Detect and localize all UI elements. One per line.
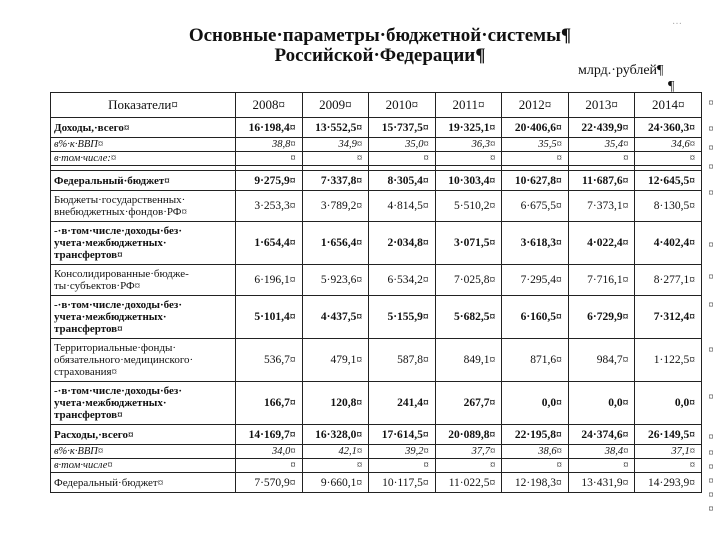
- row-label-cell: Бюджеты·государственных· внебюджетных·фондов·РФ¤: [51, 191, 236, 222]
- value-cell: 6·675,5¤: [502, 191, 569, 222]
- header-label-cell: Показатели¤: [51, 93, 236, 118]
- value-cell: 15·737,5¤: [369, 118, 436, 138]
- value-cell: 5·923,6¤: [302, 265, 369, 296]
- side-mark: ¤: [708, 98, 714, 109]
- row-label-cell: -·в·том·числе·доходы·без· учета·межбюджетных· трансфертов¤: [51, 222, 236, 265]
- value-cell: 20·089,8¤: [435, 425, 502, 445]
- value-cell: 34,0¤: [236, 445, 303, 459]
- value-cell: 10·627,8¤: [502, 171, 569, 191]
- value-cell: 0,0¤: [568, 382, 635, 425]
- row-label-cell: в·том·числе:¤: [51, 152, 236, 166]
- side-mark: ¤: [708, 490, 714, 501]
- value-cell: 4·402,4¤: [635, 222, 702, 265]
- value-cell: 14·293,9¤: [635, 473, 702, 493]
- value-cell: 849,1¤: [435, 339, 502, 382]
- header-year-cell: 2010¤: [369, 93, 436, 118]
- table-row: [51, 425, 702, 445]
- header-year-cell: 2012¤: [502, 93, 569, 118]
- value-cell: 9·275,9¤: [236, 171, 303, 191]
- side-mark: ¤: [708, 162, 714, 173]
- value-cell: 0,0¤: [502, 382, 569, 425]
- side-mark: ¤: [708, 143, 714, 154]
- value-cell: 6·160,5¤: [502, 296, 569, 339]
- value-cell: ¤: [502, 152, 569, 166]
- row-label-cell: в·том·числе¤: [51, 459, 236, 473]
- value-cell: ¤: [435, 459, 502, 473]
- value-cell: 26·149,5¤: [635, 425, 702, 445]
- value-cell: 38,8¤: [236, 138, 303, 152]
- side-mark: ¤: [708, 504, 714, 515]
- value-cell: 7·295,4¤: [502, 265, 569, 296]
- value-cell: 8·277,1¤: [635, 265, 702, 296]
- value-cell: 38,6¤: [502, 445, 569, 459]
- row-label-cell: -·в·том·числе·доходы·без· учета·межбюджетных· трансфертов¤: [51, 296, 236, 339]
- value-cell: 536,7¤: [236, 339, 303, 382]
- value-cell: 35,4¤: [568, 138, 635, 152]
- value-cell: 2·034,8¤: [369, 222, 436, 265]
- value-cell: 36,3¤: [435, 138, 502, 152]
- value-cell: ¤: [435, 152, 502, 166]
- value-cell: 6·196,1¤: [236, 265, 303, 296]
- table-header-row: [51, 93, 702, 118]
- header-year-cell: 2014¤: [635, 93, 702, 118]
- value-cell: 3·618,3¤: [502, 222, 569, 265]
- value-cell: 3·253,3¤: [236, 191, 303, 222]
- value-cell: 7·570,9¤: [236, 473, 303, 493]
- value-cell: 6·729,9¤: [568, 296, 635, 339]
- value-cell: ¤: [635, 459, 702, 473]
- value-cell: ¤: [302, 459, 369, 473]
- header-year-cell: 2008¤: [236, 93, 303, 118]
- row-label-cell: Расходы,·всего¤: [51, 425, 236, 445]
- value-cell: 0,0¤: [635, 382, 702, 425]
- row-label-cell: Доходы,·всего¤: [51, 118, 236, 138]
- side-mark: ¤: [708, 476, 714, 487]
- units-label: млрд.·рублей¶: [578, 63, 664, 78]
- table-row: [51, 459, 702, 473]
- value-cell: 19·325,1¤: [435, 118, 502, 138]
- document-title-line1: Основные·параметры·бюджетной·системы¶: [188, 25, 572, 46]
- value-cell: 16·328,0¤: [302, 425, 369, 445]
- value-cell: 479,1¤: [302, 339, 369, 382]
- value-cell: 35,0¤: [369, 138, 436, 152]
- table-row: [51, 382, 702, 425]
- value-cell: 4·022,4¤: [568, 222, 635, 265]
- value-cell: 7·337,8¤: [302, 171, 369, 191]
- value-cell: 267,7¤: [435, 382, 502, 425]
- value-cell: 38,4¤: [568, 445, 635, 459]
- row-label-cell: в%·к·ВВП¤: [51, 138, 236, 152]
- side-mark: ¤: [708, 188, 714, 199]
- table-row: [51, 138, 702, 152]
- value-cell: 13·552,5¤: [302, 118, 369, 138]
- value-cell: 37,7¤: [435, 445, 502, 459]
- value-cell: 8·305,4¤: [369, 171, 436, 191]
- value-cell: ¤: [236, 152, 303, 166]
- value-cell: ¤: [369, 459, 436, 473]
- row-label-cell: в%·к·ВВП¤: [51, 445, 236, 459]
- value-cell: 20·406,6¤: [502, 118, 569, 138]
- value-cell: ¤: [236, 459, 303, 473]
- table-row: [51, 445, 702, 459]
- value-cell: 871,6¤: [502, 339, 569, 382]
- value-cell: 24·374,6¤: [568, 425, 635, 445]
- value-cell: ¤: [568, 152, 635, 166]
- value-cell: 22·439,9¤: [568, 118, 635, 138]
- value-cell: 6·534,2¤: [369, 265, 436, 296]
- table-row: [51, 152, 702, 166]
- value-cell: 5·155,9¤: [369, 296, 436, 339]
- value-cell: 8·130,5¤: [635, 191, 702, 222]
- value-cell: 39,2¤: [369, 445, 436, 459]
- value-cell: ¤: [635, 152, 702, 166]
- table-row: [51, 191, 702, 222]
- side-mark: ¤: [708, 240, 714, 251]
- value-cell: ¤: [369, 152, 436, 166]
- value-cell: 9·660,1¤: [302, 473, 369, 493]
- value-cell: 7·312,4¤: [635, 296, 702, 339]
- table-body: [51, 118, 702, 493]
- value-cell: 12·198,3¤: [502, 473, 569, 493]
- value-cell: 34,9¤: [302, 138, 369, 152]
- value-cell: 12·645,5¤: [635, 171, 702, 191]
- value-cell: 1·122,5¤: [635, 339, 702, 382]
- value-cell: 120,8¤: [302, 382, 369, 425]
- value-cell: 3·789,2¤: [302, 191, 369, 222]
- value-cell: 7·716,1¤: [568, 265, 635, 296]
- value-cell: 10·303,4¤: [435, 171, 502, 191]
- corner-mark: …: [672, 16, 682, 27]
- header-year-cell: 2009¤: [302, 93, 369, 118]
- side-mark: ¤: [708, 345, 714, 356]
- value-cell: 7·025,8¤: [435, 265, 502, 296]
- value-cell: 5·101,4¤: [236, 296, 303, 339]
- side-mark: ¤: [708, 272, 714, 283]
- table-row: [51, 296, 702, 339]
- row-label-cell: Территориальные·фонды· обязательного·медицинского· страхования¤: [51, 339, 236, 382]
- table-row: [51, 265, 702, 296]
- table-row: [51, 118, 702, 138]
- table-row: [51, 339, 702, 382]
- value-cell: 22·195,8¤: [502, 425, 569, 445]
- value-cell: 34,6¤: [635, 138, 702, 152]
- value-cell: 35,5¤: [502, 138, 569, 152]
- side-mark: ¤: [708, 392, 714, 403]
- value-cell: 11·687,6¤: [568, 171, 635, 191]
- value-cell: 984,7¤: [568, 339, 635, 382]
- row-label-cell: Консолидированные·бюдже- ты·субъектов·РФ¤: [51, 265, 236, 296]
- row-label-cell: Федеральный·бюджет¤: [51, 473, 236, 493]
- value-cell: 37,1¤: [635, 445, 702, 459]
- side-mark: ¤: [708, 462, 714, 473]
- value-cell: 13·431,9¤: [568, 473, 635, 493]
- value-cell: ¤: [568, 459, 635, 473]
- value-cell: 42,1¤: [302, 445, 369, 459]
- value-cell: ¤: [302, 152, 369, 166]
- side-mark: ¤: [708, 432, 714, 443]
- value-cell: 4·814,5¤: [369, 191, 436, 222]
- value-cell: 4·437,5¤: [302, 296, 369, 339]
- value-cell: 5·510,2¤: [435, 191, 502, 222]
- value-cell: 1·654,4¤: [236, 222, 303, 265]
- header-year-cell: 2013¤: [568, 93, 635, 118]
- value-cell: 241,4¤: [369, 382, 436, 425]
- side-mark: ¤: [708, 300, 714, 311]
- value-cell: 14·169,7¤: [236, 425, 303, 445]
- value-cell: 166,7¤: [236, 382, 303, 425]
- value-cell: 1·656,4¤: [302, 222, 369, 265]
- row-label-cell: Федеральный·бюджет¤: [51, 171, 236, 191]
- pilcrow-mark: ¶: [668, 79, 675, 94]
- side-mark: ¤: [708, 448, 714, 459]
- value-cell: 587,8¤: [369, 339, 436, 382]
- side-mark: ¤: [708, 124, 714, 135]
- value-cell: ¤: [502, 459, 569, 473]
- header-year-cell: 2011¤: [435, 93, 502, 118]
- value-cell: 10·117,5¤: [369, 473, 436, 493]
- value-cell: 17·614,5¤: [369, 425, 436, 445]
- table-row: [51, 171, 702, 191]
- budget-table: [50, 92, 702, 493]
- value-cell: 16·198,4¤: [236, 118, 303, 138]
- table-row: [51, 473, 702, 493]
- value-cell: 5·682,5¤: [435, 296, 502, 339]
- value-cell: 24·360,3¤: [635, 118, 702, 138]
- value-cell: 3·071,5¤: [435, 222, 502, 265]
- row-label-cell: -·в·том·числе·доходы·без· учета·межбюджетных· трансфертов¤: [51, 382, 236, 425]
- value-cell: 7·373,1¤: [568, 191, 635, 222]
- value-cell: 11·022,5¤: [435, 473, 502, 493]
- table-row: [51, 222, 702, 265]
- document-title-line2: Российской·Федерации¶: [274, 45, 486, 66]
